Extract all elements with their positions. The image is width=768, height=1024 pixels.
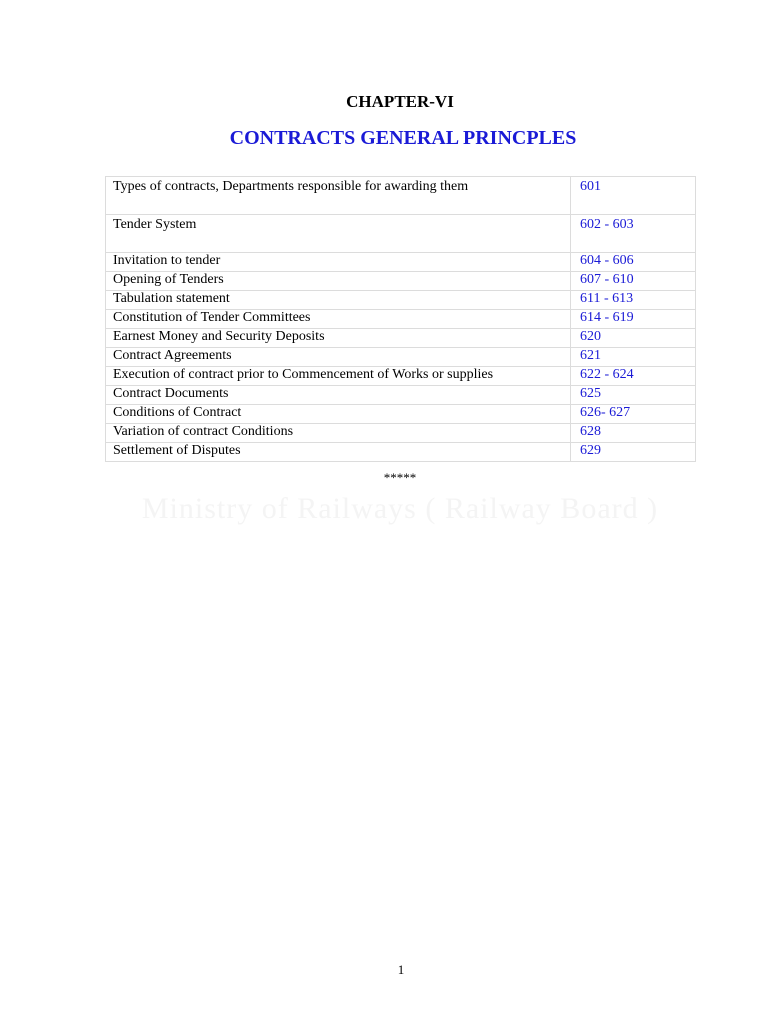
contents-table [105,176,696,462]
paragraph-ref-link[interactable]: 625 [571,386,696,405]
paragraph-ref-link[interactable]: 614 - 619 [571,310,696,329]
topic-cell: Opening of Tenders [106,272,571,291]
chapter-title: CONTRACTS GENERAL PRINCPLES [229,127,577,149]
paragraph-ref-link[interactable]: 611 - 613 [571,291,696,310]
table-row [106,291,696,310]
paragraph-ref-link[interactable]: 628 [571,424,696,443]
table-row [106,272,696,291]
table-row [106,177,696,215]
table-row [106,443,696,462]
topic-cell: Contract Documents [106,386,571,405]
table-row [106,348,696,367]
table-row [106,215,696,253]
table-row [106,329,696,348]
topic-cell: Types of contracts, Departments responsible for awarding them [106,177,571,215]
paragraph-ref-link[interactable]: 621 [571,348,696,367]
paragraph-ref-link[interactable]: 607 - 610 [571,272,696,291]
topic-cell: Earnest Money and Security Deposits [106,329,571,348]
table-row [106,386,696,405]
topic-cell: Contract Agreements [106,348,571,367]
paragraph-ref-link[interactable]: 629 [571,443,696,462]
topic-cell: Variation of contract Conditions [106,424,571,443]
section-separator: ***** [383,470,417,485]
table-row [106,253,696,272]
table-row [106,424,696,443]
paragraph-ref-link[interactable]: 620 [571,329,696,348]
topic-cell: Execution of contract prior to Commencement of Works or supplies [106,367,571,386]
table-row [106,405,696,424]
table-row [106,310,696,329]
page-number: 1 [397,962,405,977]
paragraph-ref-link[interactable]: 602 - 603 [571,215,696,253]
topic-cell: Settlement of Disputes [106,443,571,462]
paragraph-ref-link[interactable]: 604 - 606 [571,253,696,272]
topic-cell: Invitation to tender [106,253,571,272]
topic-cell: Constitution of Tender Committees [106,310,571,329]
watermark: Ministry of Railways ( Railway Board ) [141,492,659,525]
topic-cell: Tender System [106,215,571,253]
topic-cell: Conditions of Contract [106,405,571,424]
paragraph-ref-link[interactable]: 626- 627 [571,405,696,424]
paragraph-ref-link[interactable]: 601 [571,177,696,215]
table-row [106,367,696,386]
topic-cell: Tabulation statement [106,291,571,310]
paragraph-ref-link[interactable]: 622 - 624 [571,367,696,386]
chapter-heading: CHAPTER-VI [346,92,454,111]
